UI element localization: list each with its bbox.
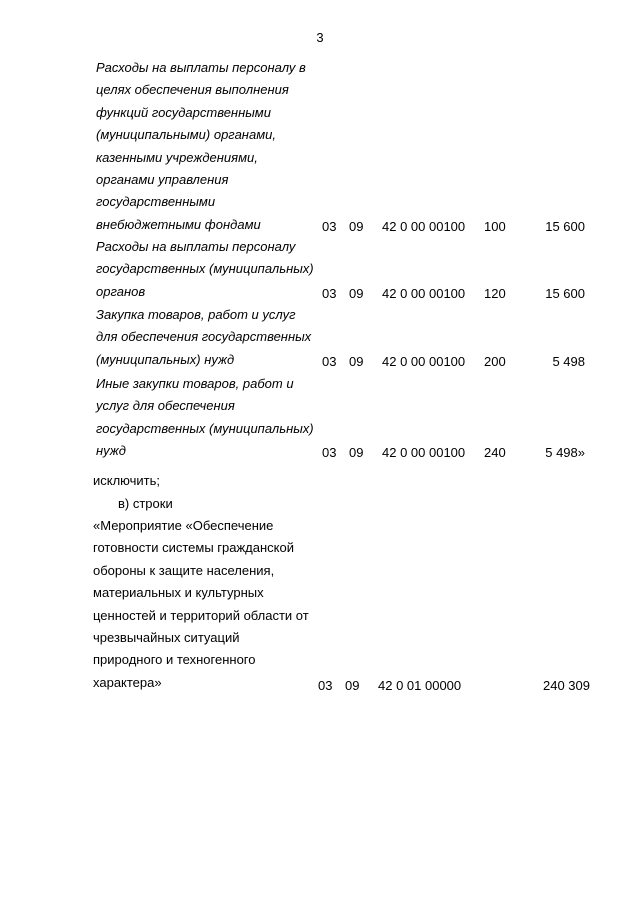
description-line: государственных (муниципальных) [96,261,314,277]
podrazdel-cell: 09 [349,354,364,369]
row-description [96,304,316,371]
expense-type-cell: 100 [484,219,506,234]
razdel-cell: 03 [318,678,333,693]
description-line: обороны к защите населения, [93,562,275,578]
razdel-cell: 03 [322,219,337,234]
podrazdel-cell: 09 [345,678,360,693]
description-line: чрезвычайных ситуаций [93,630,240,646]
sum-cell: 5 498» [545,445,585,460]
target-article-cell: 42 0 00 00100 [382,445,466,460]
razdel-cell: 03 [322,354,337,369]
description-line: Иные закупки товаров, работ и [96,376,294,391]
row-description [93,515,318,694]
row-description [96,373,316,463]
row-description [96,236,316,303]
description-line: готовности системы гражданской [93,540,294,556]
sum-cell: 5 498 [552,354,585,369]
description-line: нужд [96,443,126,459]
description-line: «Мероприятие «Обеспечение [93,518,274,533]
description-line: государственных (муниципальных) [96,420,314,436]
target-article-cell: 42 0 00 00100 [382,286,466,301]
description-line: Расходы на выплаты персоналу [96,239,296,254]
description-line: внебюджетными фондами [96,216,261,232]
description-line: для обеспечения государственных [96,329,312,345]
target-article-cell: 42 0 00 00100 [382,219,466,234]
description-line: ценностей и территорий области от [93,607,309,623]
expense-type-cell: 120 [484,286,506,301]
exclude-text: исключить; [93,473,161,488]
description-line: казенными учреждениями, [96,149,258,165]
sum-cell: 15 600 [545,286,585,301]
description-line: (муниципальными) органами, [96,127,276,143]
description-line: Закупка товаров, работ и услуг [96,307,296,322]
target-article-cell: 42 0 00 00100 [382,354,466,369]
description-line: органами управления [96,172,229,188]
description-line: материальных и культурных [93,585,264,601]
expense-type-cell: 200 [484,354,506,369]
expense-type-cell: 240 [484,445,506,460]
podrazdel-cell: 09 [349,286,364,301]
description-line: функций государственными [96,104,271,120]
description-line: (муниципальных) нужд [96,351,235,367]
sum-cell: 240 309 [543,678,590,693]
podrazdel-cell: 09 [349,445,364,460]
page-number: 3 [316,30,324,45]
description-line: целях обеспечения выполнения [96,82,289,98]
description-line: характера» [93,674,162,690]
sum-cell: 15 600 [545,219,585,234]
description-line: Расходы на выплаты персоналу в [96,60,306,75]
item-v-text: в) строки [118,496,173,511]
description-line: природного и техногенного [93,652,256,668]
razdel-cell: 03 [322,445,337,460]
description-line: государственными [96,194,216,210]
podrazdel-cell: 09 [349,219,364,234]
razdel-cell: 03 [322,286,337,301]
description-line: услуг для обеспечения [96,398,235,414]
row-description [96,57,316,236]
target-article-cell: 42 0 01 00000 [378,678,462,693]
description-line: органов [96,283,146,299]
